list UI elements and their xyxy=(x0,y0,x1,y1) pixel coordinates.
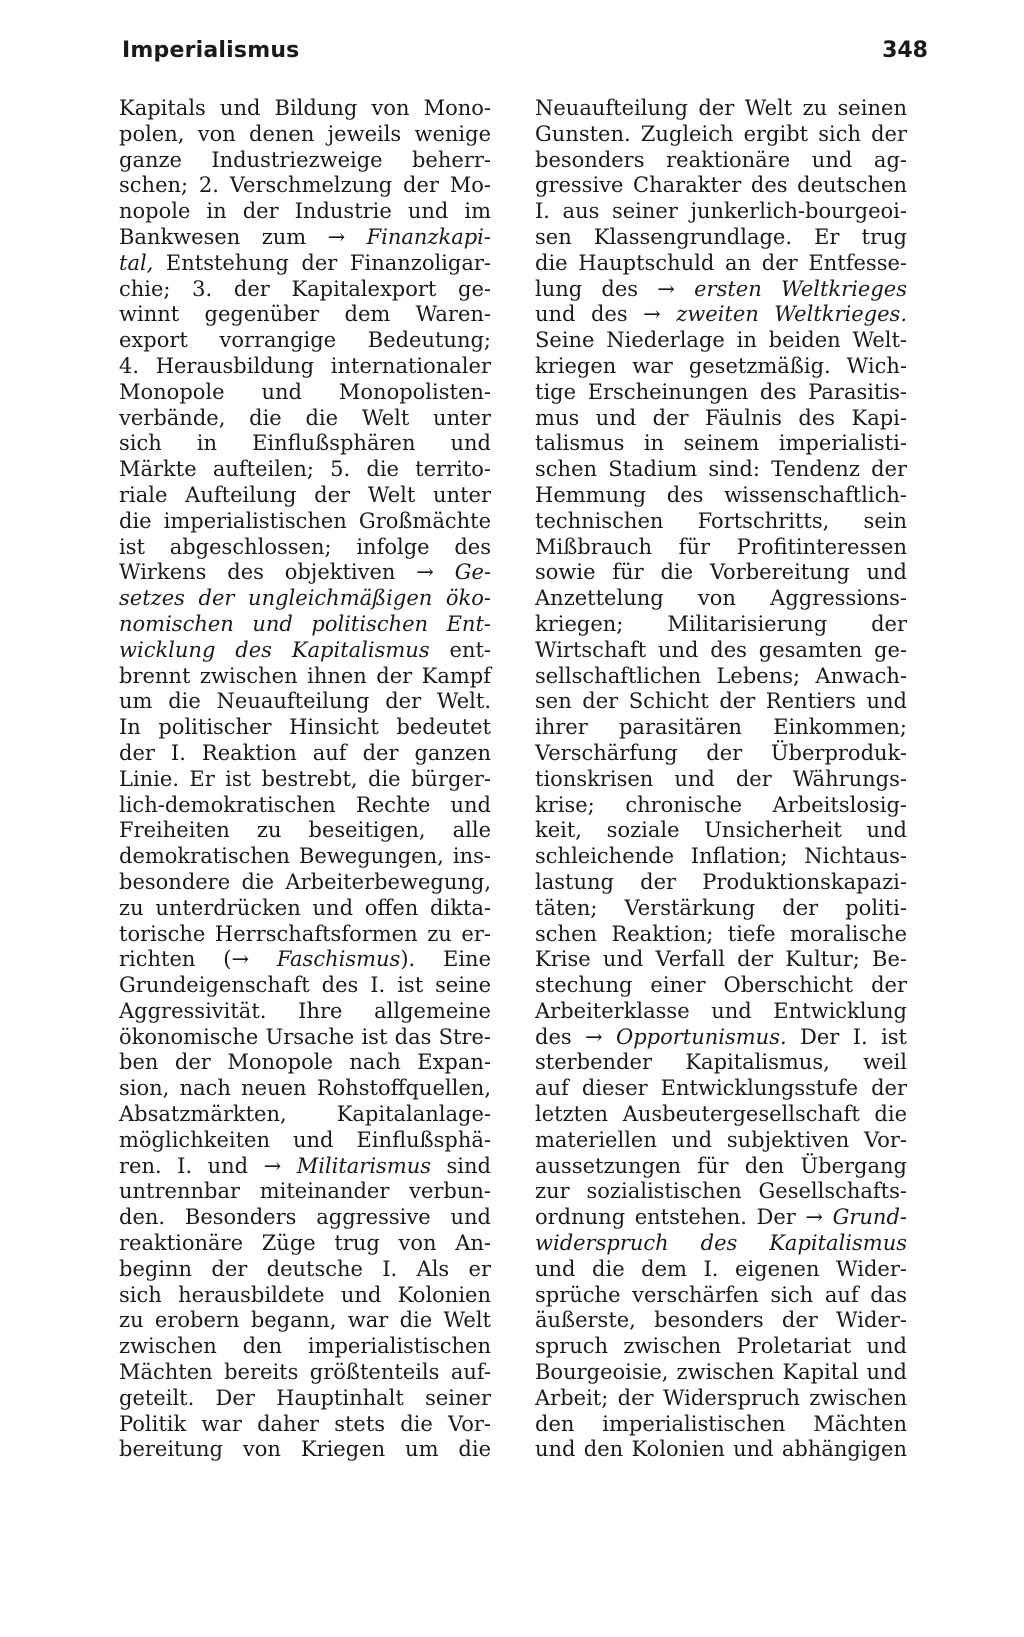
text-line xyxy=(535,1076,907,1102)
text-segment: ganze Industriezweige beherr- xyxy=(119,147,491,172)
text-segment: lung des → xyxy=(535,276,695,301)
text-line xyxy=(535,767,907,793)
text-segment: kriegen; Militarisierung der xyxy=(535,611,907,636)
text-line xyxy=(535,560,907,586)
text-line xyxy=(535,225,907,251)
text-line xyxy=(119,225,491,251)
text-segment: materiellen und subjektiven Vor- xyxy=(535,1127,907,1152)
text-line xyxy=(535,1025,907,1051)
text-line xyxy=(119,509,491,535)
text-segment: winnt gegenüber dem Waren- xyxy=(119,302,491,327)
text-line xyxy=(535,173,907,199)
italic-reference: Faschismus xyxy=(276,947,401,972)
text-segment: verbände, die die Welt unter xyxy=(119,405,491,430)
text-line xyxy=(119,122,491,148)
text-line xyxy=(535,1179,907,1205)
text-segment: besonders reaktionäre und ag- xyxy=(535,147,907,172)
text-segment: I. aus seiner junkerlich-bourgeoi- xyxy=(535,199,907,224)
text-line xyxy=(535,509,907,535)
text-line xyxy=(535,1412,907,1438)
text-line xyxy=(119,1437,491,1463)
text-line xyxy=(535,96,907,122)
text-line xyxy=(535,277,907,303)
text-segment: stechung einer Oberschicht der xyxy=(535,973,907,998)
text-line xyxy=(119,431,491,457)
text-segment: ). Eine xyxy=(400,947,492,972)
text-segment: Entstehung der Finanzoligar- xyxy=(153,250,491,275)
text-segment: möglichkeiten und Einflußsphä- xyxy=(119,1127,491,1152)
text-segment: Märkte aufteilen; 5. die territo- xyxy=(119,457,491,482)
italic-reference: setzes der ungleichmäßigen öko- xyxy=(119,586,491,611)
text-segment: richten (→ xyxy=(119,947,277,972)
text-line xyxy=(535,148,907,174)
text-segment: riale Aufteilung der Welt unter xyxy=(119,482,491,507)
text-line xyxy=(119,406,491,432)
text-line xyxy=(535,586,907,612)
text-segment: zu unterdrücken und offen dikta- xyxy=(119,895,491,920)
text-segment: sen Klassengrundlage. Er trug xyxy=(535,224,907,249)
text-line xyxy=(535,406,907,432)
text-line xyxy=(119,1076,491,1102)
text-segment: Linie. Er ist bestrebt, die bürger- xyxy=(119,766,491,791)
text-segment: die Hauptschuld an der Entfesse- xyxy=(535,250,907,275)
text-line xyxy=(535,638,907,664)
right-text-column xyxy=(535,96,907,1463)
text-segment: Hemmung des wissenschaftlich- xyxy=(535,482,907,507)
text-line xyxy=(119,277,491,303)
text-line xyxy=(119,664,491,690)
text-segment: sowie für die Vorbereitung und xyxy=(535,560,907,585)
text-line xyxy=(535,302,907,328)
text-line xyxy=(119,1360,491,1386)
text-line xyxy=(119,1154,491,1180)
text-segment: schen Reaktion; tiefe moralische xyxy=(535,921,907,946)
text-segment: zu erobern begann, war die Welt xyxy=(119,1308,491,1333)
text-line xyxy=(119,1257,491,1283)
text-line xyxy=(535,535,907,561)
text-segment: torische Herrschaftsformen zu er- xyxy=(119,921,491,946)
italic-reference: Finanzkapi- xyxy=(366,224,491,249)
text-line xyxy=(535,1308,907,1334)
text-segment: spruch zwischen Proletariat und xyxy=(535,1334,907,1359)
text-segment: export vorrangige Bedeutung; xyxy=(119,328,491,353)
text-segment: Bourgeoisie, zwischen Kapital und xyxy=(535,1360,907,1385)
page-number: 348 xyxy=(882,38,928,63)
text-segment: gressive Charakter des deutschen xyxy=(535,173,907,198)
text-segment: auf dieser Entwicklungsstufe der xyxy=(535,1076,907,1101)
text-line xyxy=(535,380,907,406)
text-line xyxy=(535,1334,907,1360)
text-segment: der I. Reaktion auf der ganzen xyxy=(119,740,491,765)
text-segment: mus und der Fäulnis des Kapi- xyxy=(535,405,907,430)
text-segment: ent- xyxy=(429,637,492,662)
text-line xyxy=(119,1334,491,1360)
text-segment: schen Stadium sind: Tendenz der xyxy=(535,457,907,482)
text-segment: den. Besonders aggressive und xyxy=(119,1205,491,1230)
text-line xyxy=(535,251,907,277)
text-line xyxy=(119,1412,491,1438)
text-segment: zur sozialistischen Gesellschafts- xyxy=(535,1179,907,1204)
text-line xyxy=(119,844,491,870)
text-segment: sion, nach neuen Rohstoffquellen, xyxy=(119,1076,491,1101)
text-line xyxy=(119,354,491,380)
text-line xyxy=(119,535,491,561)
text-line xyxy=(119,1231,491,1257)
italic-reference: zweiten Weltkrieges. xyxy=(676,302,907,327)
text-line xyxy=(535,483,907,509)
italic-reference: Grund- xyxy=(832,1205,907,1230)
text-segment: Grundeigenschaft des I. ist seine xyxy=(119,973,491,998)
text-segment: Freiheiten zu beseitigen, alle xyxy=(119,818,491,843)
text-segment: Wirkens des objektiven → xyxy=(119,560,455,585)
text-line xyxy=(119,148,491,174)
italic-reference: tal, xyxy=(119,250,154,275)
text-segment: ren. I. und → xyxy=(119,1153,297,1178)
text-segment: sellschaftlichen Lebens; Anwach- xyxy=(535,663,907,688)
text-segment: Absatzmärkten, Kapitalanlage- xyxy=(119,1102,491,1127)
text-line xyxy=(119,999,491,1025)
text-line xyxy=(535,689,907,715)
text-segment: die imperialistischen Großmächte xyxy=(119,508,491,533)
text-segment: Wirtschaft und des gesamten ge- xyxy=(535,637,907,662)
text-line xyxy=(535,199,907,225)
text-segment: In politischer Hinsicht bedeutet xyxy=(119,715,491,740)
running-head: Imperialismus xyxy=(122,38,300,63)
text-segment: keit, soziale Unsicherheit und xyxy=(535,818,907,843)
text-segment: sterbender Kapitalismus, weil xyxy=(535,1050,907,1075)
text-line xyxy=(535,1231,907,1257)
text-segment: Gunsten. Zugleich ergibt sich der xyxy=(535,121,907,146)
text-line xyxy=(535,1283,907,1309)
text-line xyxy=(119,173,491,199)
text-line xyxy=(119,922,491,948)
text-segment: Der I. ist xyxy=(786,1024,907,1049)
text-segment: nopole in der Industrie und im xyxy=(119,199,491,224)
text-segment: demokratischen Bewegungen, ins- xyxy=(119,844,491,869)
text-line xyxy=(535,870,907,896)
text-segment: Anzettelung von Aggressions- xyxy=(535,586,907,611)
text-segment: ben der Monopole nach Expan- xyxy=(119,1050,491,1075)
text-segment: Mißbrauch für Profitinteressen xyxy=(535,534,907,559)
text-line xyxy=(119,560,491,586)
text-line xyxy=(535,664,907,690)
text-line xyxy=(119,1179,491,1205)
text-segment: zwischen den imperialistischen xyxy=(119,1334,491,1359)
text-line xyxy=(119,380,491,406)
text-segment: Kapitals und Bildung von Mono- xyxy=(119,96,491,120)
text-segment: talismus in seinem imperialisti- xyxy=(535,431,907,456)
text-segment: besondere die Arbeiterbewegung, xyxy=(119,869,491,894)
text-line xyxy=(119,767,491,793)
text-line xyxy=(119,1386,491,1412)
text-line xyxy=(119,947,491,973)
text-segment: brennt zwischen ihnen der Kampf xyxy=(119,663,491,688)
text-segment: ist abgeschlossen; infolge des xyxy=(119,534,491,559)
text-line xyxy=(119,1050,491,1076)
text-line xyxy=(535,818,907,844)
text-segment: des → xyxy=(535,1024,616,1049)
text-segment: kriegen war gesetzmäßig. Wich- xyxy=(535,353,907,378)
text-line xyxy=(535,1102,907,1128)
text-line xyxy=(535,1205,907,1231)
text-line xyxy=(119,870,491,896)
text-segment: tige Erscheinungen des Parasitis- xyxy=(535,379,907,404)
text-segment: sich in Einflußsphären und xyxy=(119,431,491,456)
text-line xyxy=(535,1257,907,1283)
text-segment: Mächten bereits größtenteils auf- xyxy=(119,1360,491,1385)
text-segment: 4. Herausbildung internationaler xyxy=(119,353,491,378)
text-line xyxy=(535,715,907,741)
text-line xyxy=(535,922,907,948)
text-segment: um die Neuaufteilung der Welt. xyxy=(119,689,491,714)
text-line xyxy=(119,1205,491,1231)
text-segment: Neuaufteilung der Welt zu seinen xyxy=(535,96,907,120)
text-segment: ökonomische Ursache ist das Stre- xyxy=(119,1024,491,1049)
text-segment: bereitung von Kriegen um die xyxy=(119,1437,491,1462)
text-line xyxy=(119,689,491,715)
text-segment: chie; 3. der Kapitalexport ge- xyxy=(119,276,491,301)
text-line xyxy=(119,1102,491,1128)
text-line xyxy=(119,1308,491,1334)
text-line xyxy=(535,328,907,354)
text-line xyxy=(535,999,907,1025)
text-segment: sen der Schicht der Rentiers und xyxy=(535,689,907,714)
text-segment: technischen Fortschritts, sein xyxy=(535,508,907,533)
text-line xyxy=(535,1128,907,1154)
italic-reference: widerspruch des Kapitalismus xyxy=(535,1231,907,1256)
text-segment: Bankwesen zum → xyxy=(119,224,367,249)
text-line xyxy=(535,1360,907,1386)
text-line xyxy=(119,715,491,741)
text-line xyxy=(535,1154,907,1180)
text-line xyxy=(535,947,907,973)
text-line xyxy=(535,612,907,638)
italic-reference: nomischen und politischen Ent- xyxy=(119,611,491,636)
text-line xyxy=(119,793,491,819)
italic-reference: wicklung des Kapitalismus xyxy=(119,637,430,662)
text-segment: letzten Ausbeutergesellschaft die xyxy=(535,1102,907,1127)
text-segment: und des → xyxy=(535,302,677,327)
text-segment: Verschärfung der Überproduk- xyxy=(535,740,907,765)
text-line xyxy=(535,431,907,457)
text-segment: sprüche verschärfen sich auf das xyxy=(535,1282,907,1307)
text-line xyxy=(119,896,491,922)
text-segment: Politik war daher stets die Vor- xyxy=(119,1411,491,1436)
text-segment: lastung der Produktionskapazi- xyxy=(535,869,907,894)
text-segment: Aggressivität. Ihre allgemeine xyxy=(119,998,491,1023)
text-segment: reaktionäre Züge trug von An- xyxy=(119,1231,491,1256)
italic-reference: Opportunismus. xyxy=(616,1024,787,1049)
text-segment: aussetzungen für den Übergang xyxy=(535,1153,907,1178)
text-segment: Monopole und Monopolisten- xyxy=(119,379,491,404)
text-line xyxy=(119,199,491,225)
text-line xyxy=(119,741,491,767)
text-segment: Krise und Verfall der Kultur; Be- xyxy=(535,947,907,972)
text-line xyxy=(119,1283,491,1309)
italic-reference: Ge- xyxy=(454,560,491,585)
text-segment: ihrer parasitären Einkommen; xyxy=(535,715,907,740)
text-line xyxy=(535,1050,907,1076)
text-segment: sind xyxy=(431,1153,491,1178)
text-line xyxy=(535,741,907,767)
text-segment: Seine Niederlage in beiden Welt- xyxy=(535,328,907,353)
text-line xyxy=(119,973,491,999)
page-header xyxy=(122,38,928,78)
left-text-column xyxy=(119,96,491,1463)
text-line xyxy=(535,1386,907,1412)
text-segment: täten; Verstärkung der politi- xyxy=(535,895,907,920)
text-line xyxy=(119,328,491,354)
text-line xyxy=(119,638,491,664)
italic-reference: Militarismus xyxy=(296,1153,432,1178)
text-segment: und die dem I. eigenen Wider- xyxy=(535,1256,907,1281)
text-line xyxy=(119,96,491,122)
text-segment: Arbeiterklasse und Entwicklung xyxy=(535,998,907,1023)
text-segment: und den Kolonien und abhängigen xyxy=(535,1437,907,1462)
text-segment: äußerste, besonders der Wider- xyxy=(535,1308,907,1333)
text-segment: krise; chronische Arbeitslosig- xyxy=(535,792,907,817)
text-line xyxy=(119,612,491,638)
text-segment: polen, von denen jeweils wenige xyxy=(119,121,491,146)
text-line xyxy=(535,844,907,870)
text-line xyxy=(535,896,907,922)
text-line xyxy=(119,251,491,277)
text-line xyxy=(535,1437,907,1463)
text-segment: sich herausbildete und Kolonien xyxy=(119,1282,491,1307)
text-segment: ordnung entstehen. Der → xyxy=(535,1205,833,1230)
text-line xyxy=(535,122,907,148)
text-segment: den imperialistischen Mächten xyxy=(535,1411,907,1436)
text-line xyxy=(535,457,907,483)
text-line xyxy=(119,483,491,509)
text-line xyxy=(119,457,491,483)
text-segment: tionskrisen und der Währungs- xyxy=(535,766,907,791)
text-segment: untrennbar miteinander verbun- xyxy=(119,1179,491,1204)
text-segment: Arbeit; der Widerspruch zwischen xyxy=(535,1385,907,1410)
text-line xyxy=(119,1025,491,1051)
text-line xyxy=(535,354,907,380)
text-line xyxy=(535,973,907,999)
text-line xyxy=(119,586,491,612)
italic-reference: ersten Weltkrieges xyxy=(694,276,907,301)
text-segment: geteilt. Der Hauptinhalt seiner xyxy=(119,1385,491,1410)
text-line xyxy=(119,302,491,328)
text-segment: schen; 2. Verschmelzung der Mo- xyxy=(119,173,491,198)
text-line xyxy=(535,793,907,819)
text-line xyxy=(119,818,491,844)
text-segment: schleichende Inflation; Nichtaus- xyxy=(535,844,907,869)
text-segment: beginn der deutsche I. Als er xyxy=(119,1256,491,1281)
text-line xyxy=(119,1128,491,1154)
text-segment: lich-demokratischen Rechte und xyxy=(119,792,491,817)
